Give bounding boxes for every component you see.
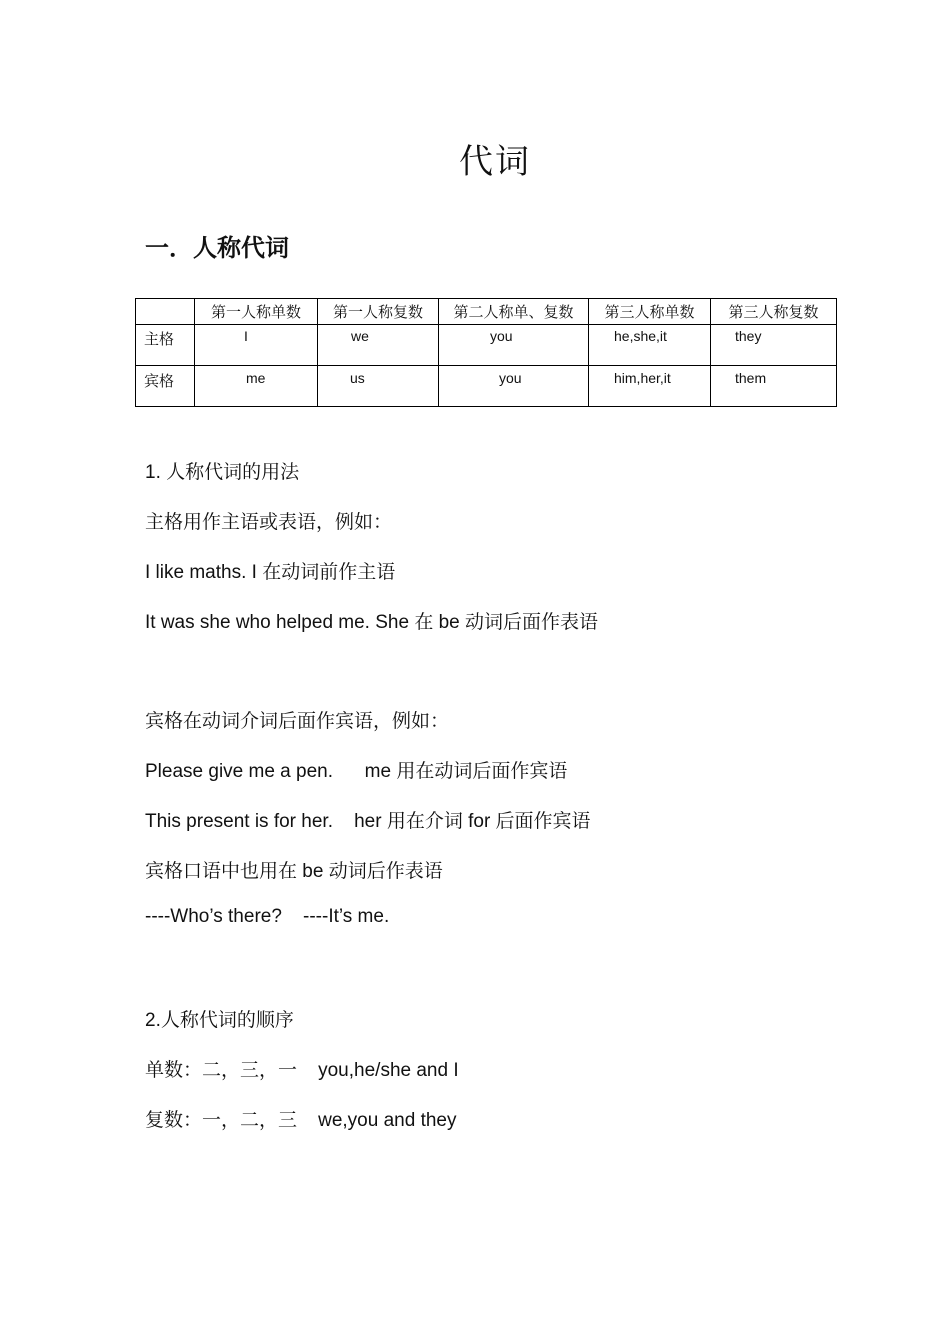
row-label: 宾格 <box>136 366 195 407</box>
example-line: I like maths. I 在动词前作主语 <box>145 562 396 583</box>
example-line: This present is for her. her 用在介词 for 后面作宾语 <box>145 811 591 832</box>
table-cell: me <box>195 366 318 407</box>
table-row <box>136 366 837 407</box>
table-cell: us <box>318 366 439 407</box>
table-cell: you <box>439 325 589 366</box>
row-label: 主格 <box>136 325 195 366</box>
text-line: 主格用作主语或表语，例如： <box>145 512 393 533</box>
table-header-row <box>136 299 837 325</box>
table-header-cell: 第三人称复数 <box>711 299 837 325</box>
table-cell: them <box>711 366 837 407</box>
subheading-order: 2.人称代词的顺序 <box>145 1010 294 1031</box>
table-cell: I <box>195 325 318 366</box>
table-row <box>136 325 837 366</box>
table-cell: they <box>711 325 837 366</box>
example-line: ----Who’s there? ----It’s me. <box>145 906 390 927</box>
text-line: 宾格口语中也用在 be 动词后作表语 <box>145 861 443 882</box>
table-header-cell: 第一人称复数 <box>318 299 439 325</box>
table-header-cell <box>136 299 195 325</box>
subheading-usage: 1. 人称代词的用法 <box>145 462 300 483</box>
table-cell: him,her,it <box>589 366 711 407</box>
example-line: It was she who helped me. She 在 be 动词后面作表语 <box>145 612 599 633</box>
example-line: 单数：二，三，一 you,he/she and I <box>145 1060 459 1081</box>
page-title: 代词 <box>459 142 531 182</box>
table-cell: we <box>318 325 439 366</box>
table-cell: he,she,it <box>589 325 711 366</box>
table-cell: you <box>439 366 589 407</box>
example-line: Please give me a pen. me 用在动词后面作宾语 <box>145 761 568 782</box>
table-header-cell: 第一人称单数 <box>195 299 318 325</box>
text-line: 宾格在动词介词后面作宾语，例如： <box>145 711 450 732</box>
pronoun-table <box>135 298 837 407</box>
table-header-cell: 第二人称单、复数 <box>439 299 589 325</box>
table-header-cell: 第三人称单数 <box>589 299 711 325</box>
example-line: 复数：一，二，三 we,you and they <box>145 1110 457 1131</box>
section-heading-personal-pronouns: 一．人称代词 <box>145 234 289 262</box>
